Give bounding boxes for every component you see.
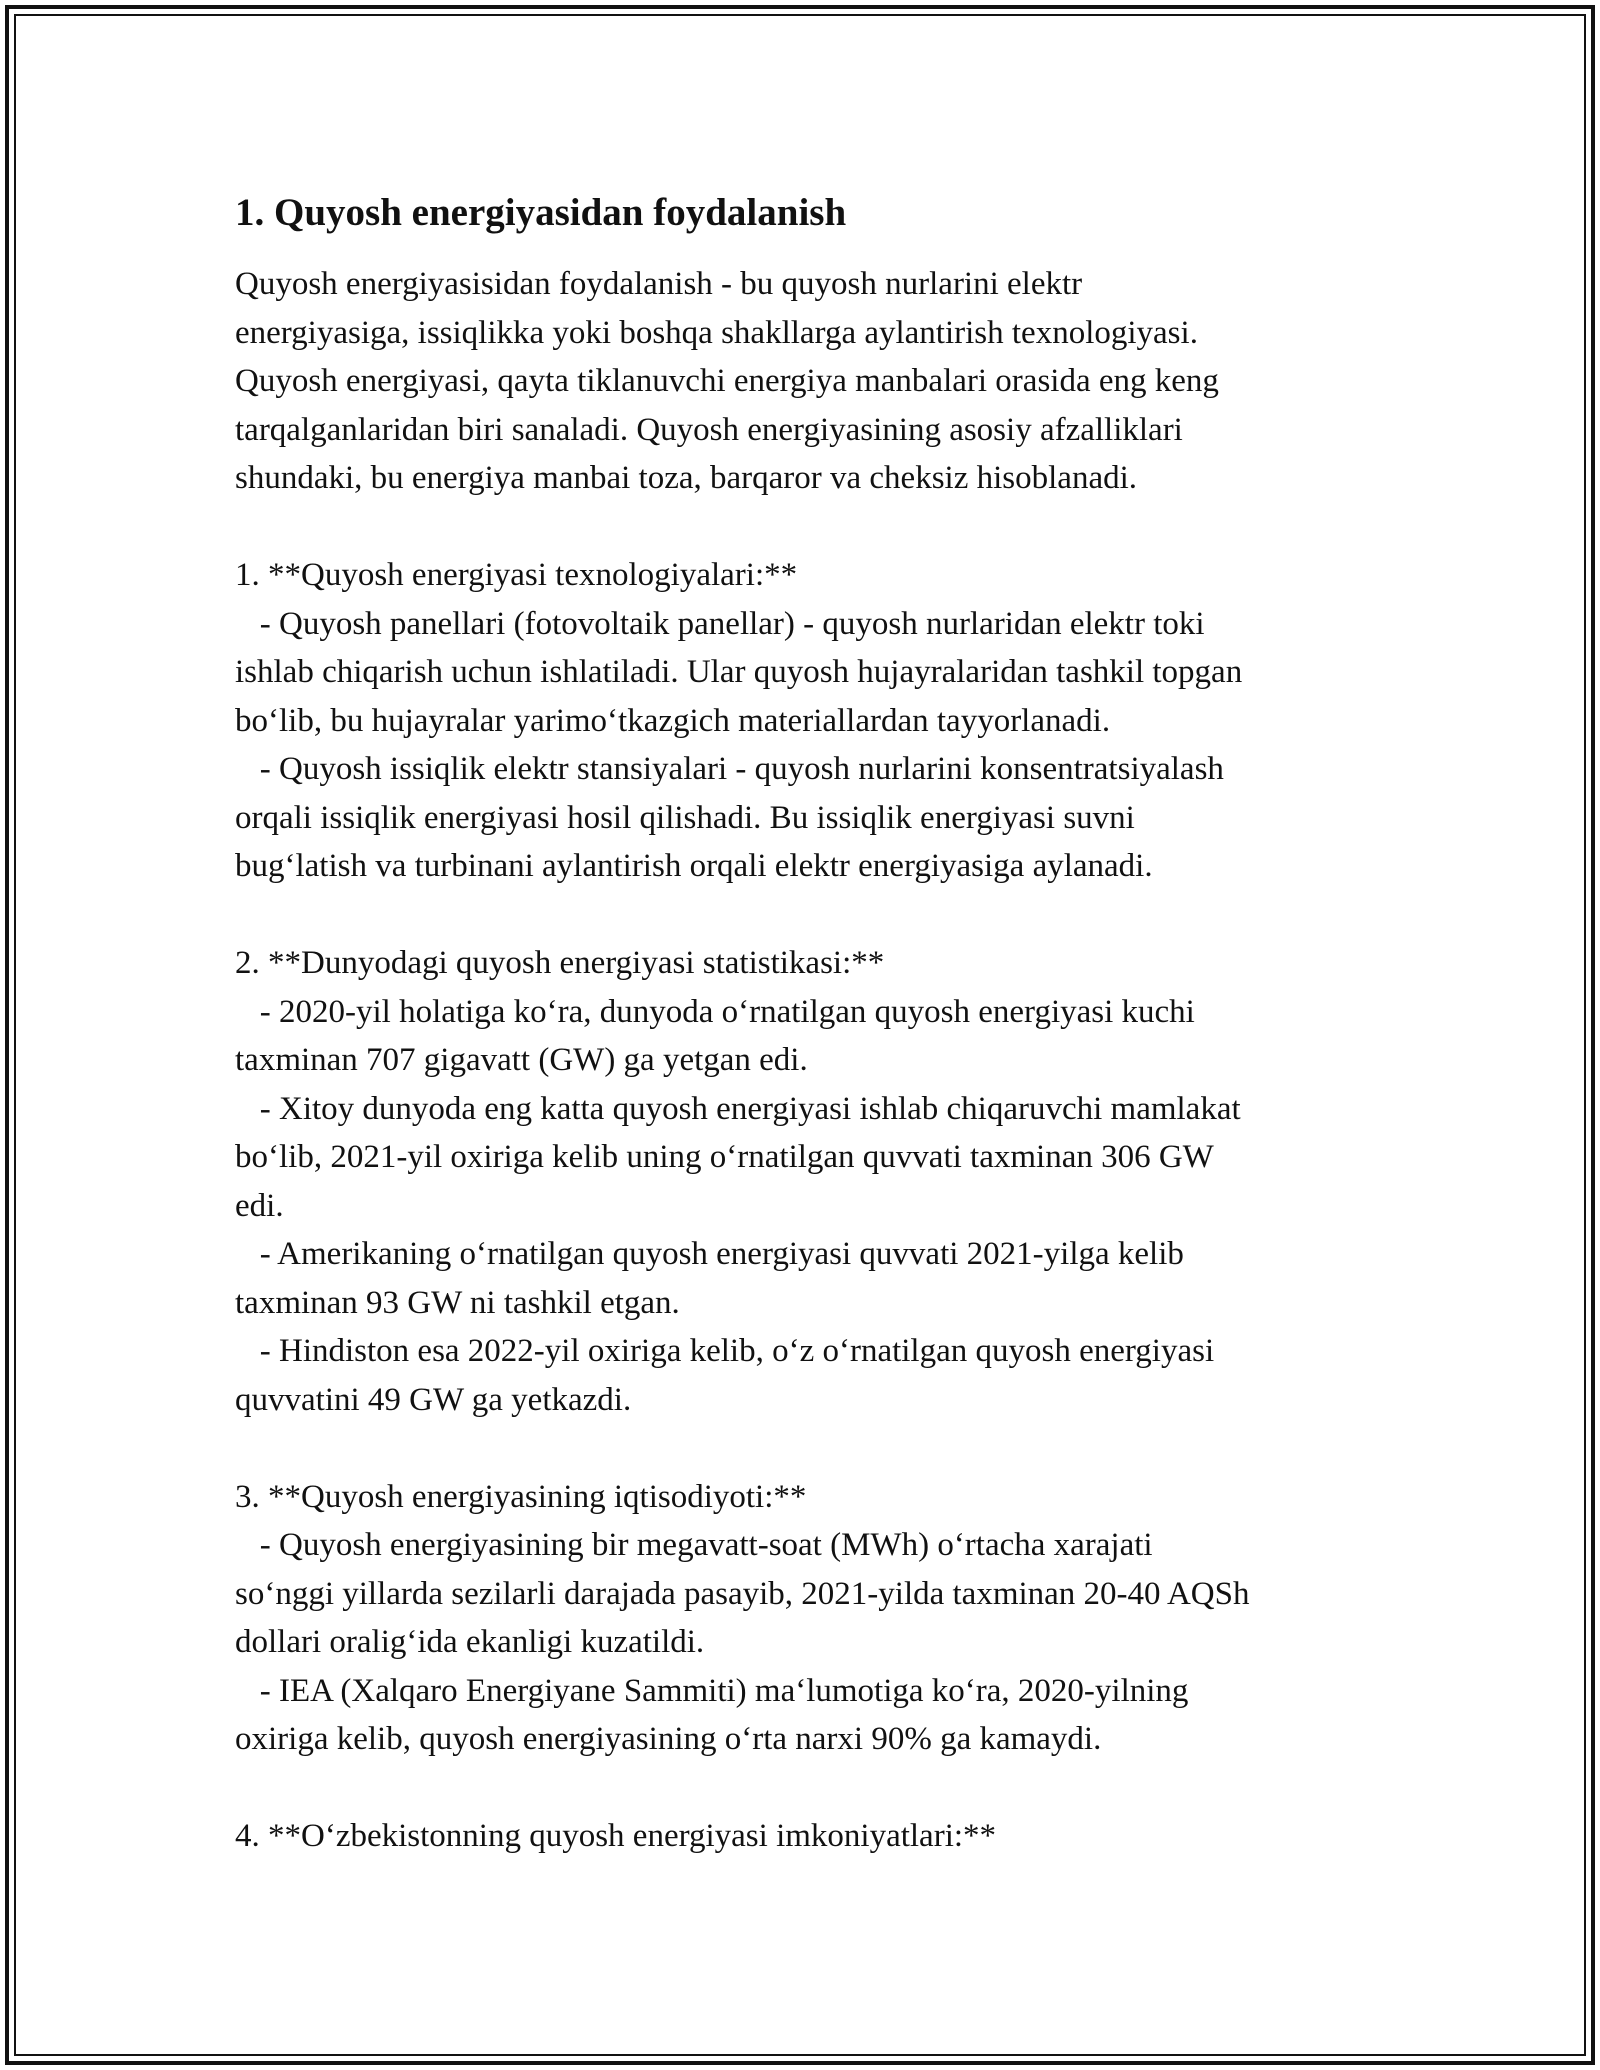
list-item: - Hindiston esa 2022-yil oxiriga kelib, o‘z o‘rnatilgan quyosh energiyasi quvvatini 49 GW ga yetkazdi. — [235, 1333, 1215, 1418]
section-heading: 1. **Quyosh energiyasi texnologiyalari:** — [235, 557, 798, 593]
list-item: - 2020-yil holatiga ko‘ra, dunyoda o‘rnatilgan quyosh energiyasi kuchi taxminan 707 gigavatt (GW) ga yetgan edi. — [235, 993, 1195, 1078]
list-item: - Quyosh energiyasining bir megavatt-soat (MWh) o‘rtacha xarajati so‘nggi yillarda sezilarli darajada pasayib, 2021-yilda taxminan 20-40 AQSh dollari oralig‘ida ekanligi kuzatildi. — [235, 1527, 1250, 1660]
paragraph-gap — [235, 503, 1380, 552]
section-heading: 2. **Dunyodagi quyosh energiyasi statistikasi:** — [235, 945, 885, 981]
section-economics — [235, 1473, 1380, 1764]
paragraph-gap — [235, 891, 1380, 940]
document-title: 1. Quyosh energiyasidan foydalanish — [235, 191, 847, 234]
list-item: - Xitoy dunyoda eng katta quyosh energiyasi ishlab chiqaruvchi mamlakat bo‘lib, 2021-yil oxiriga kelib uning o‘rnatilgan quvvati taxminan 306 GW edi. — [235, 1090, 1241, 1224]
list-item: - Quyosh panellari (fotovoltaik panellar) - quyosh nurlaridan elektr toki ishlab chiqarish uchun ishlatiladi. Ular quyosh hujayralaridan tashkil topgan bo‘lib, bu hujayralar yarimo‘tkazgich materiallardan tayyorlanadi. — [235, 605, 1243, 739]
section-uzbekistan — [235, 1812, 1380, 1861]
section-technologies — [235, 551, 1380, 891]
section-statistics — [235, 939, 1380, 1424]
paragraph-gap — [235, 1764, 1380, 1813]
paragraph-gap — [235, 1424, 1380, 1473]
section-heading: 4. **O‘zbekistonning quyosh energiyasi imkoniyatlari:** — [235, 1818, 997, 1854]
section-heading: 3. **Quyosh energiyasining iqtisodiyoti:** — [235, 1478, 807, 1515]
list-item: - Quyosh issiqlik elektr stansiyalari - quyosh nurlarini konsentratsiyalash orqali issiqlik energiyasi hosil qilishadi. Bu issiqlik energiyasi suvni bug‘latish va turbinani aylantirish orqali elektr energiyasiga aylanadi. — [235, 751, 1224, 884]
document-body — [235, 188, 1380, 1861]
intro-paragraph: Quyosh energiyasisidan foydalanish - bu quyosh nurlarini elektr energiyasiga, issiqlikka yoki boshqa shakllarga aylantirish texnologiyasi. Quyosh energiyasi, qayta tiklanuvchi energiya manbalari orasida eng keng tarqalganlaridan biri sanaladi. Quyosh energiyasining asosiy afzalliklari shundaki, bu energiya manbai toza, barqaror va cheksiz hisoblanadi. — [235, 266, 1219, 496]
list-item: - Amerikaning o‘rnatilgan quyosh energiyasi quvvati 2021-yilga kelib taxminan 93 GW ni tashkil etgan. — [235, 1236, 1184, 1321]
list-item: - IEA (Xalqaro Energiyane Sammiti) ma‘lumotiga ko‘ra, 2020-yilning oxiriga kelib, quyosh energiyasining o‘rta narxi 90% ga kamaydi. — [235, 1672, 1189, 1757]
